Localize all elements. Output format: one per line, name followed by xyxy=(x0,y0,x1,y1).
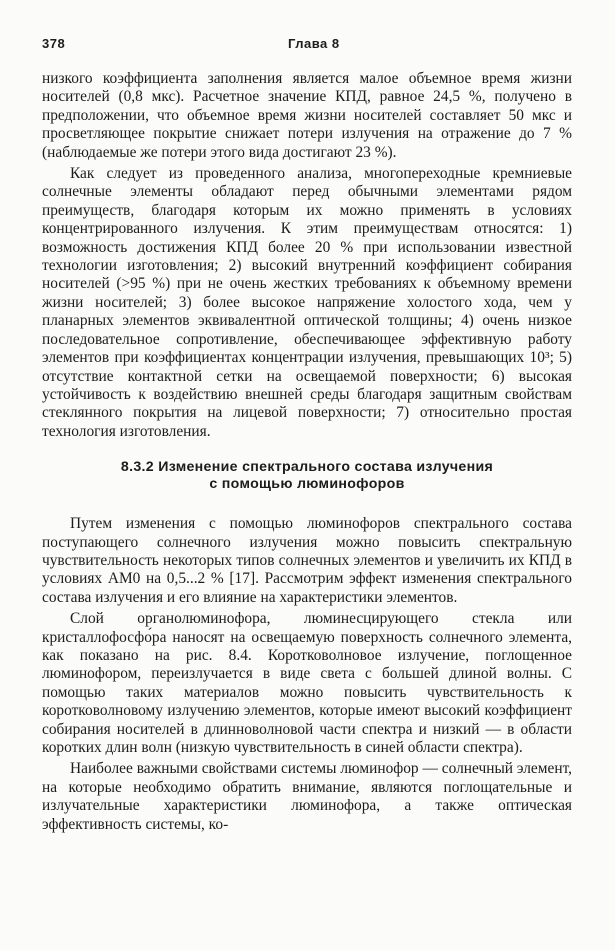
paragraph-spectral-change: Путем изменения с помощью люминофоров спектрального состава поступающего солнечного излучения можно повысить спектральную чувствительность некоторых типов солнечных элементов и увеличить их КПД в условиях АМ0 на 0,5...2 % [17]. Рассмотрим эффект изменения спектрального состава излучения и его влияние на характеристики элементов. xyxy=(42,515,572,606)
paragraph-system-properties: Наиболее важными свойствами системы люминофор — солнечный элемент, на которые необходимо обратить внимание, являются поглощательные и излучательные характеристики люминофора, а также оптическая эффективность системы, ко- xyxy=(42,760,572,833)
section-heading-line-2: с помощью люминофоров xyxy=(209,476,405,493)
paragraph-advantages: Как следует из проведенного анализа, многопереходные кремниевые солнечные элементы обладают перед обычными элементами рядом преимуществ, благодаря которым их можно применять в условиях концентрированного излучения. К этим преимуществам относятся: 1) возможность достижения КПД более 20 % при использовании известной технологии изготовления; 2) высокий внутренний коэффициент собирания носителей (>95 %) при не очень жестких требованиях к объемному времени жизни носителей; 3) более высокое напряжение холостого хода, чем у планарных элементов эквивалентной оптической толщины; 4) очень низкое последовательное сопротивление, обеспечивающее эффективную работу элементов при коэффициентах концентрации излучения, превышающих 10³; 5) отсутствие контактной сетки на освещаемой поверхности; 6) высокая устойчивость к воздействию внешней среды благодаря защитным свойствам стеклянного покрытия на лицевой поверхности; 7) относительно простая технология изготовления. xyxy=(42,165,572,440)
section-heading xyxy=(42,459,572,493)
page-number: 378 xyxy=(42,36,66,51)
paragraph-luminophor-layer: Слой органолюминофора, люминесцирующего стекла или кристаллофосфо́ра наносят на освещаемую поверхность солнечного элемента, как показано на рис. 8.4. Коротковолновое излучение, поглощенное люминофором, переизлучается в виде света с большей длиной волны. С помощью таких материалов можно повысить чувствительность к коротковолновому излучению элементов, которые имеют высокий коэффициент собирания носителей в длинноволновой части спектра и низкий — в области коротких длин волн (низкую чувствительность в синей области спектра). xyxy=(42,610,572,756)
book-page xyxy=(42,36,572,834)
section-heading-line-1: 8.3.2 Изменение спектрального состава излучения xyxy=(120,459,494,476)
running-head xyxy=(42,36,572,60)
body-text xyxy=(42,70,572,834)
chapter-title: Глава 8 xyxy=(288,36,340,51)
paragraph-continuation: низкого коэффициента заполнения является малое объемное время жизни носителей (0,8 мкс). Расчетное значение КПД, равное 24,5 %, получено в предположении, что объемное время жизни носителей составляет 50 мкс и просветляющее покрытие снижает потери излучения на отражение до 7 % (наблюдаемые же потери этого вида достигают 23 %). xyxy=(42,70,572,161)
